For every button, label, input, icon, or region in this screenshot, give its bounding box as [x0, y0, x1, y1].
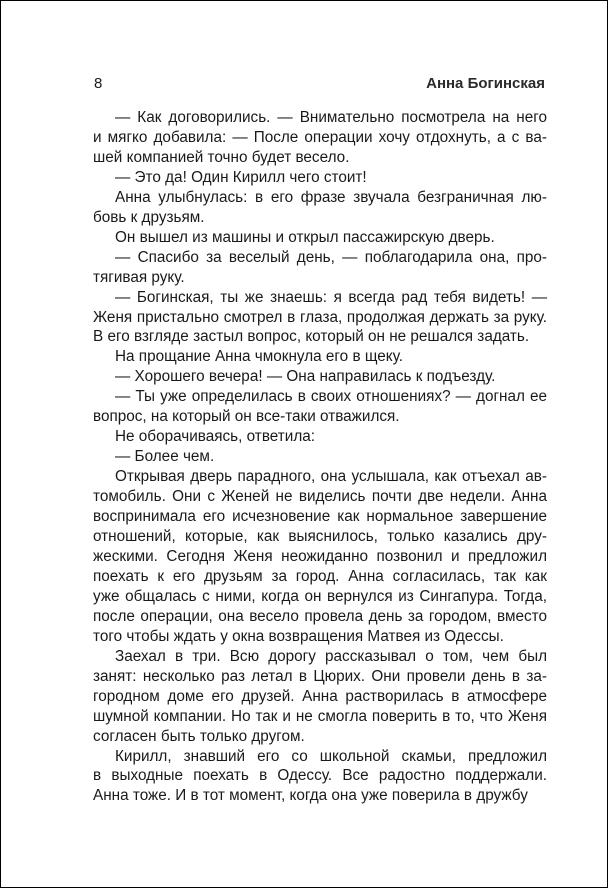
- text-line: Женя пристально смотрел в глаза, продолжая держать за руку.: [93, 308, 547, 326]
- text-line: воспринимала его исчезновение как нормальное завершение: [93, 508, 547, 526]
- text-line: жескими. Сегодня Женя неожиданно позвонил и предложил: [93, 547, 547, 565]
- text-line: — Богинская, ты же знаешь: я всегда рад тебя видеть! —: [115, 288, 547, 306]
- text-line: того чтобы ждать у окна возвращения Матвея из Одессы.: [93, 627, 504, 645]
- text-line: — Более чем.: [115, 448, 215, 466]
- text-line: в выходные поехать в Одессу. Все радостно поддержали.: [93, 767, 547, 785]
- paragraph: [93, 188, 547, 228]
- text-line: шей компанией точно будет весело.: [93, 148, 350, 166]
- text-line: вопрос, на который он все-таки отважился.: [93, 408, 400, 426]
- text-line: — Хорошего вечера! — Она направилась к подъезду.: [115, 368, 496, 386]
- text-line: отношений, которые, как выяснилось, только казались дру-: [93, 528, 547, 546]
- text-line: Анна улыбнулась: в его фразе звучала безграничная лю-: [115, 188, 547, 206]
- paragraph: [93, 467, 547, 647]
- text-line: томобиль. Они с Женей не виделись почти две недели. Анна: [93, 488, 547, 506]
- text-line: поехать к его друзьям за город. Анна согласилась, так как: [93, 567, 547, 585]
- paragraph: [93, 747, 547, 807]
- paragraph: [93, 367, 547, 387]
- paragraph: [93, 347, 547, 367]
- running-head-author: Анна Богинская: [426, 75, 545, 92]
- text-line: уже общалась с ними, когда он вернулся из Сингапура. Тогда,: [93, 587, 547, 605]
- text-line: занят: несколько раз летал в Цюрих. Они провели день в за-: [93, 667, 547, 685]
- text-line: шумной компании. Но так и не смогла поверить в то, что Женя: [93, 707, 547, 725]
- paragraph: [93, 228, 547, 248]
- text-line: тягивая руку.: [93, 268, 185, 286]
- paragraph: [93, 387, 547, 427]
- text-line: Заехал в три. Всю дорогу рассказывал о том, чем был: [115, 647, 547, 665]
- paragraph: [93, 108, 547, 168]
- text-line: бовь к друзьям.: [93, 208, 205, 226]
- text-line: городном доме его друзей. Анна растворилась в атмосфере: [93, 687, 547, 705]
- text-line: Открывая дверь парадного, она услышала, как отъехал ав-: [115, 468, 547, 486]
- text-line: и мягко добавила: — После операции хочу отдохнуть, а с ва-: [93, 128, 547, 146]
- paragraph: [93, 427, 547, 447]
- text-line: В его взгляде застыл вопрос, который он не решался задать.: [93, 328, 530, 346]
- text-line: Кирилл, знавший его со школьной скамьи, предложил: [115, 747, 547, 765]
- text-line: согласен быть только другом.: [93, 727, 305, 745]
- paragraph: [93, 647, 547, 747]
- paragraph: [93, 447, 547, 467]
- text-line: На прощание Анна чмокнула его в щеку.: [115, 348, 403, 366]
- text-line: Анна тоже. И в тот момент, когда она уже поверила в дружбу: [93, 787, 528, 805]
- text-line: — Спасибо за веселый день, — поблагодарила она, про-: [115, 248, 547, 266]
- page-number: 8: [94, 75, 103, 92]
- text-line: после операции, она весело провела день за городом, вместо: [93, 607, 547, 625]
- text-line: — Как договорились. — Внимательно посмотрела на него: [115, 109, 547, 126]
- page-header: [94, 73, 545, 95]
- paragraph: [93, 168, 547, 188]
- paragraph: [93, 248, 547, 288]
- paragraph: [93, 288, 547, 348]
- text-line: Не оборачиваясь, ответила:: [115, 428, 316, 446]
- text-line: — Ты уже определилась в своих отношениях? — догнал ее: [115, 388, 547, 406]
- body-text: [93, 108, 547, 806]
- text-line: — Это да! Один Кирилл чего стоит!: [115, 168, 367, 186]
- text-line: Он вышел из машины и открыл пассажирскую дверь.: [115, 228, 495, 246]
